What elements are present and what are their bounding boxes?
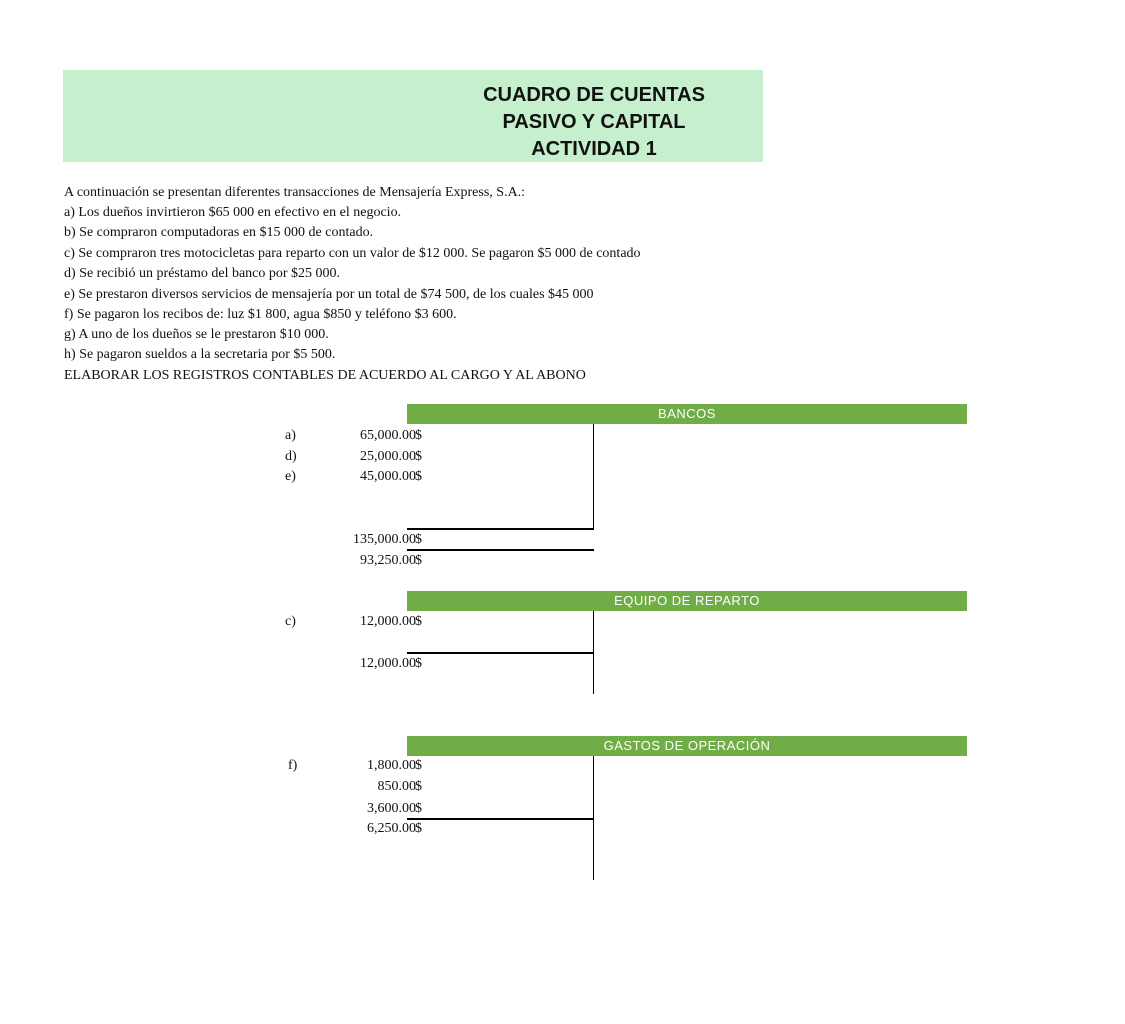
transaction-e: e) Se prestaron diversos servicios de mensajería por un total de $74 500, de los cuales $45 000 [64, 287, 594, 302]
currency-sign: $ [415, 614, 422, 629]
transaction-d: d) Se recibió un préstamo del banco por $25 000. [64, 266, 341, 281]
currency-sign: $ [415, 821, 422, 836]
entry-tag: f) [288, 758, 298, 773]
transaction-c: c) Se compraron tres motocicletas para reparto con un valor de $12 000. Se pagaron $5 000 de contado [64, 246, 641, 261]
total-rule [407, 818, 594, 820]
transaction-b: b) Se compraron computadoras en $15 000 de contado. [64, 225, 374, 240]
transaction-a: a) Los dueños invirtieron $65 000 en efectivo en el negocio. [64, 205, 402, 220]
transaction-g: g) A uno de los dueños se le prestaron $10 000. [64, 327, 329, 342]
title-line-3: ACTIVIDAD 1 [531, 138, 657, 160]
currency-sign: $ [415, 469, 422, 484]
debit-amount: 850.00 [377, 779, 416, 794]
currency-sign: $ [415, 801, 422, 816]
account-header-equipo: EQUIPO DE REPARTO [407, 591, 967, 611]
currency-sign: $ [415, 656, 422, 671]
currency-sign: $ [415, 532, 422, 547]
account-header-bancos: BANCOS [407, 404, 967, 424]
account-header-gastos: GASTOS DE OPERACIÓN [407, 736, 967, 756]
transaction-f: f) Se pagaron los recibos de: luz $1 800, agua $850 y teléfono $3 600. [64, 307, 457, 322]
total-rule [407, 652, 594, 654]
total-amount: 12,000.00 [360, 656, 416, 671]
entry-tag: a) [285, 428, 296, 443]
debit-amount: 65,000.00 [360, 428, 416, 443]
instruction-text: ELABORAR LOS REGISTROS CONTABLES DE ACUERDO AL CARGO Y AL ABONO [64, 368, 586, 383]
currency-sign: $ [415, 449, 422, 464]
currency-sign: $ [415, 428, 422, 443]
debit-amount: 12,000.00 [360, 614, 416, 629]
title-line-1: CUADRO DE CUENTAS [483, 84, 705, 106]
transaction-h: h) Se pagaron sueldos a la secretaria por $5 500. [64, 347, 336, 362]
total-amount: 6,250.00 [367, 821, 416, 836]
currency-sign: $ [415, 758, 422, 773]
entry-tag: d) [285, 449, 297, 464]
debit-amount: 3,600.00 [367, 801, 416, 816]
entry-tag: c) [285, 614, 296, 629]
entry-tag: e) [285, 469, 296, 484]
title-band [63, 70, 763, 162]
currency-sign: $ [415, 553, 422, 568]
balance-rule [407, 549, 594, 551]
debit-amount: 25,000.00 [360, 449, 416, 464]
total-amount: 135,000.00 [353, 532, 416, 547]
currency-sign: $ [415, 779, 422, 794]
intro-text: A continuación se presentan diferentes transacciones de Mensajería Express, S.A.: [64, 185, 526, 200]
total-rule [407, 528, 594, 530]
debit-amount: 45,000.00 [360, 469, 416, 484]
balance-amount: 93,250.00 [360, 553, 416, 568]
debit-amount: 1,800.00 [367, 758, 416, 773]
t-account-divider [593, 424, 594, 528]
title-line-2: PASIVO Y CAPITAL [502, 111, 686, 133]
